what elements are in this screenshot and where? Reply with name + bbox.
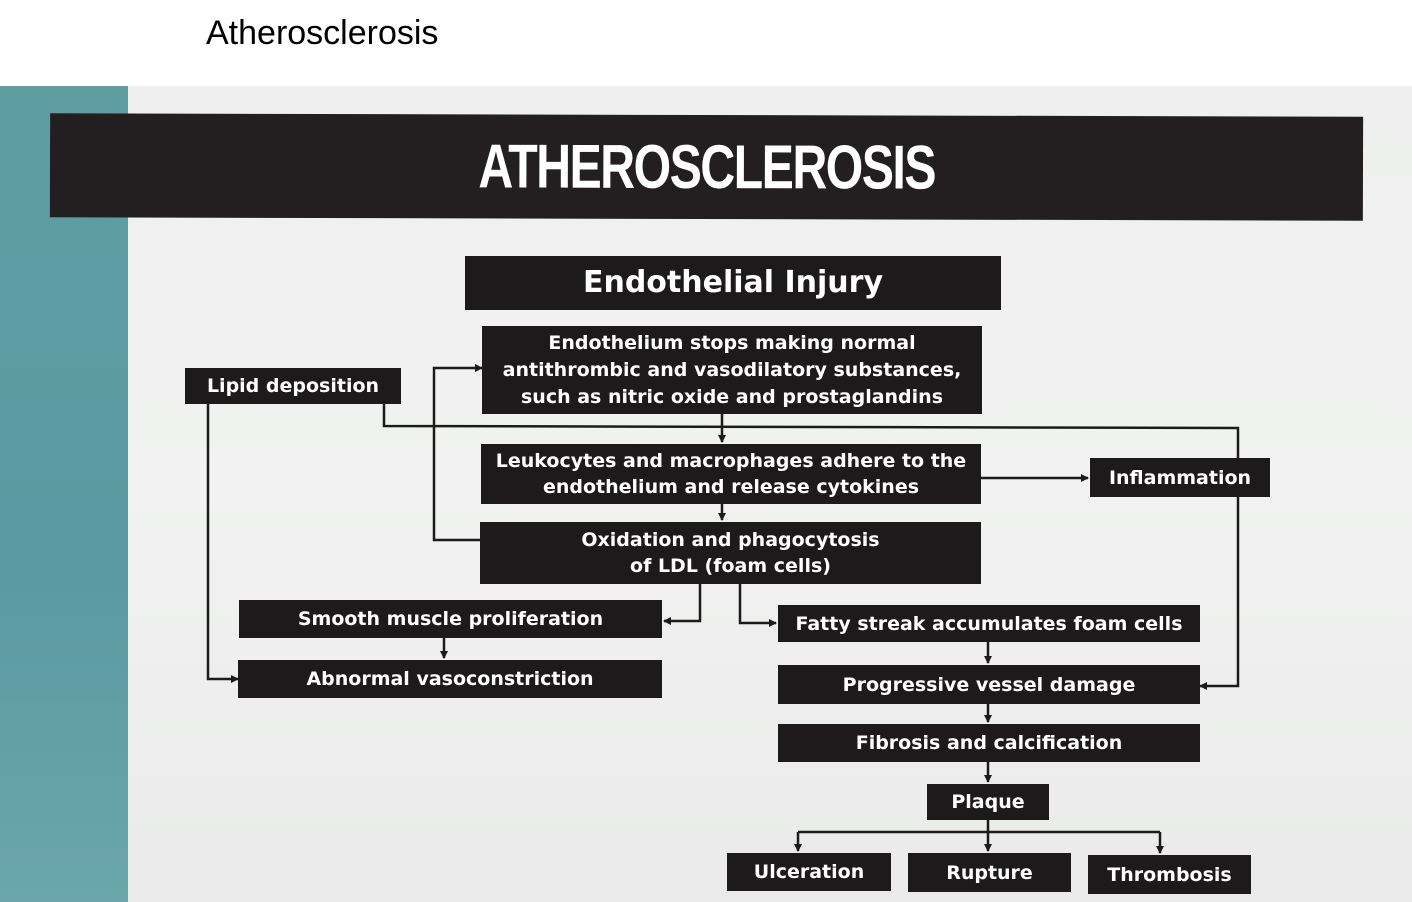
node-thrombosis: Thrombosis [1088,855,1251,894]
arrow-oxidation-to-smooth-muscle [664,584,700,621]
node-plaque: Plaque [927,784,1049,820]
node-inflammation: Inflammation [1090,458,1270,497]
node-smooth-muscle: Smooth muscle proliferation [239,600,662,638]
banner-title: ATHEROSCLEROSIS [478,131,935,203]
page-title: Atherosclerosis [206,14,439,52]
node-leukocytes: Leukocytes and macrophages adhere to the endothelium and release cytokines [481,444,981,504]
slide-photo [0,86,1412,902]
node-rupture: Rupture [908,853,1071,892]
arrow-lipid-to-vasoconstriction [208,404,238,679]
arrow-oxidation-to-fatty-streak [740,584,776,623]
node-endothelium-stops: Endothelium stops making normal antithrombic and vasodilatory substances, such as nitric oxide and prostaglandins [482,326,982,414]
node-vessel-damage: Progressive vessel damage [778,665,1200,704]
node-ulceration: Ulceration [727,853,891,891]
node-fibrosis: Fibrosis and calcification [778,724,1200,762]
node-vasoconstriction: Abnormal vasoconstriction [238,660,662,698]
arrow-oxidation-loop [434,368,482,540]
node-endothelial-injury: Endothelial Injury [465,256,1001,310]
node-lipid-deposition: Lipid deposition [185,368,401,404]
node-fatty-streak: Fatty streak accumulates foam cells [778,605,1200,642]
node-oxidation: Oxidation and phagocytosis of LDL (foam cells) [480,522,981,584]
